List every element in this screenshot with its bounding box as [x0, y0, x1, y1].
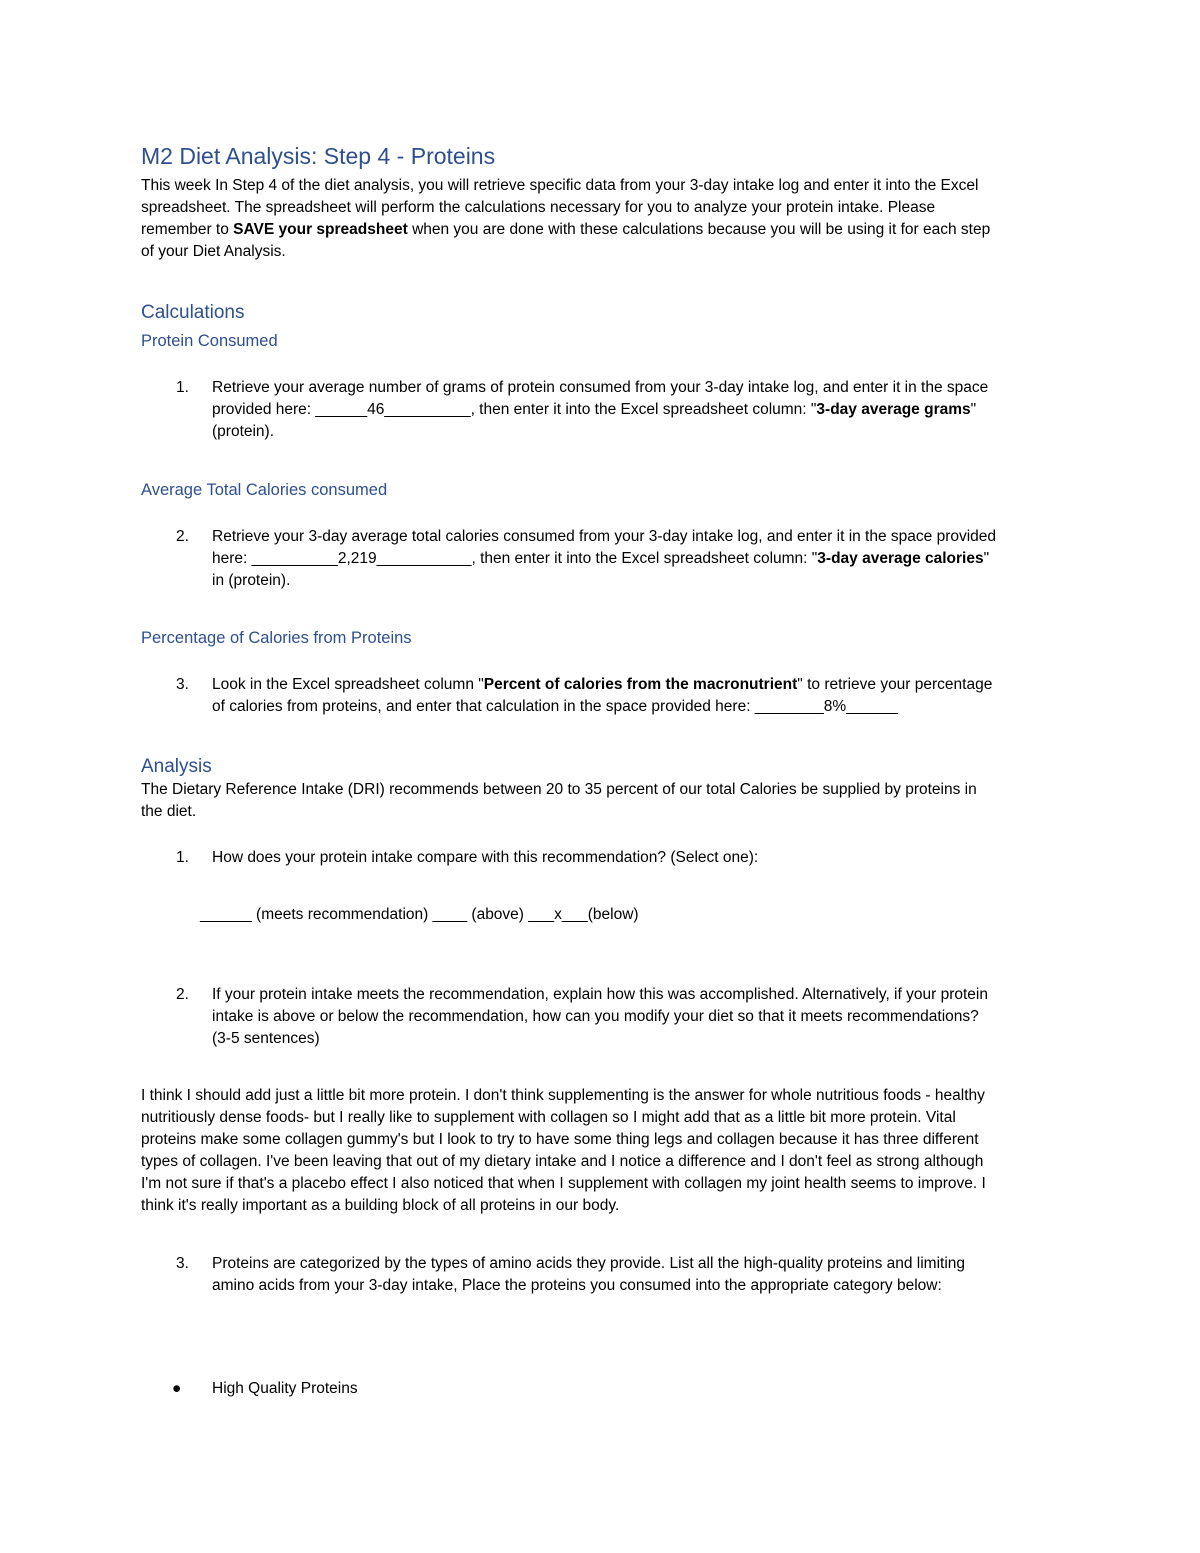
item-line: (3-5 sentences) [212, 1030, 320, 1047]
column-name: 3-day average calories [817, 550, 984, 567]
answer-line: proteins make some collagen gummy's but I look to try to have some thing legs and collagen because it has three different [141, 1131, 979, 1148]
item-number: 3. [176, 1255, 189, 1272]
para-line: the diet. [141, 803, 197, 820]
page-title: M2 Diet Analysis: Step 4 - Proteins [141, 143, 496, 169]
item-line: of calories from proteins, and enter that calculation in the space provided here: ________8%______ [212, 698, 898, 715]
column-name: Percent of calories from the macronutrient [483, 676, 798, 693]
intro-text: when you are done with these calculations because you will be using it for each step [407, 221, 991, 238]
protein-consumed-heading: Protein Consumed [141, 332, 278, 350]
item-line: in (protein). [212, 572, 291, 589]
high-quality-proteins-label: High Quality Proteins [212, 1380, 358, 1397]
intro-line: This week In Step 4 of the diet analysis, you will retrieve specific data from your 3-day intake log and enter it into the Excel [141, 177, 979, 194]
item-number: 2. [176, 986, 189, 1003]
item-number: 1. [176, 379, 189, 396]
item-line: (protein). [212, 423, 275, 440]
intro-line: of your Diet Analysis. [141, 243, 286, 260]
item-line [212, 399, 1072, 421]
question-modify [212, 984, 1072, 1050]
item-text: " [970, 401, 977, 418]
item-line: Retrieve your average number of grams of protein consumed from your 3-day intake log, and enter it in the space [212, 379, 989, 396]
item-text: here: __________2,219___________, then enter it into the Excel spreadsheet column: " [212, 550, 818, 567]
intro-line [141, 219, 1061, 241]
answer-line: I think I should add just a little bit more protein. I don't think supplementing is the answer for whole nutritious foods - healthy [141, 1087, 985, 1104]
answer-line: nutritiously dense foods- but I really like to supplement with collagen so I might add that as a little bit more protein. Vital [141, 1109, 956, 1126]
analysis-heading: Analysis [141, 756, 212, 777]
question-categorize [212, 1253, 1072, 1297]
answer-paragraph [141, 1085, 1061, 1217]
item-line: intake is above or below the recommendation, how can you modify your diet so that it meets recommendations? [212, 1008, 979, 1025]
answer-line: types of collagen. I've been leaving that out of my dietary intake and I notice a difference and I don't feel as strong although [141, 1153, 984, 1170]
para-line: The Dietary Reference Intake (DRI) recommends between 20 to 35 percent of our total Calories be supplied by proteins in [141, 781, 977, 798]
intro-paragraph [141, 175, 1061, 263]
intro-line: spreadsheet. The spreadsheet will perform the calculations necessary for you to analyze your protein intake. Please [141, 199, 936, 216]
item-text: provided here: ______46__________, then enter it into the Excel spreadsheet column: " [212, 401, 817, 418]
item-line: How does your protein intake compare with this recommendation? (Select one): [212, 849, 759, 866]
analysis-paragraph [141, 779, 1061, 823]
column-name: 3-day average grams [816, 401, 971, 418]
average-calories-heading: Average Total Calories consumed [141, 481, 388, 499]
item-text: Look in the Excel spreadsheet column " [212, 676, 484, 693]
item-number: 3. [176, 676, 189, 693]
answer-line: think it's really important as a building block of all proteins in our body. [141, 1197, 620, 1214]
item-number: 2. [176, 528, 189, 545]
item-line: Proteins are categorized by the types of amino acids they provide. List all the high-quality proteins and limiting [212, 1255, 966, 1272]
item-line [212, 548, 1072, 570]
percentage-heading: Percentage of Calories from Proteins [141, 629, 412, 647]
item-line: Retrieve your 3-day average total calories consumed from your 3-day intake log, and enter it in the space provided [212, 528, 997, 545]
item-text: " to retrieve your percentage [797, 676, 993, 693]
item-line: amino acids from your 3-day intake, Place the proteins you consumed into the appropriate category below: [212, 1277, 942, 1294]
calories-item [212, 526, 1072, 592]
protein-grams-item [212, 377, 1072, 443]
calculations-heading: Calculations [141, 302, 245, 323]
item-line [212, 674, 1072, 696]
percentage-item [212, 674, 1072, 718]
question-compare [212, 847, 1072, 869]
bullet-icon: ● [172, 1380, 182, 1397]
item-number: 1. [176, 849, 189, 866]
answer-line: I'm not sure if that's a placebo effect I also noticed that when I supplement with collagen my joint health seems to improve. I [141, 1175, 986, 1192]
item-line: If your protein intake meets the recommendation, explain how this was accomplished. Alternatively, if your protein [212, 986, 988, 1003]
selection-line: ______ (meets recommendation) ____ (above) ___x___(below) [200, 906, 639, 923]
intro-text: remember to [141, 221, 234, 238]
save-emphasis: SAVE your spreadsheet [233, 221, 408, 238]
item-text: " [983, 550, 990, 567]
